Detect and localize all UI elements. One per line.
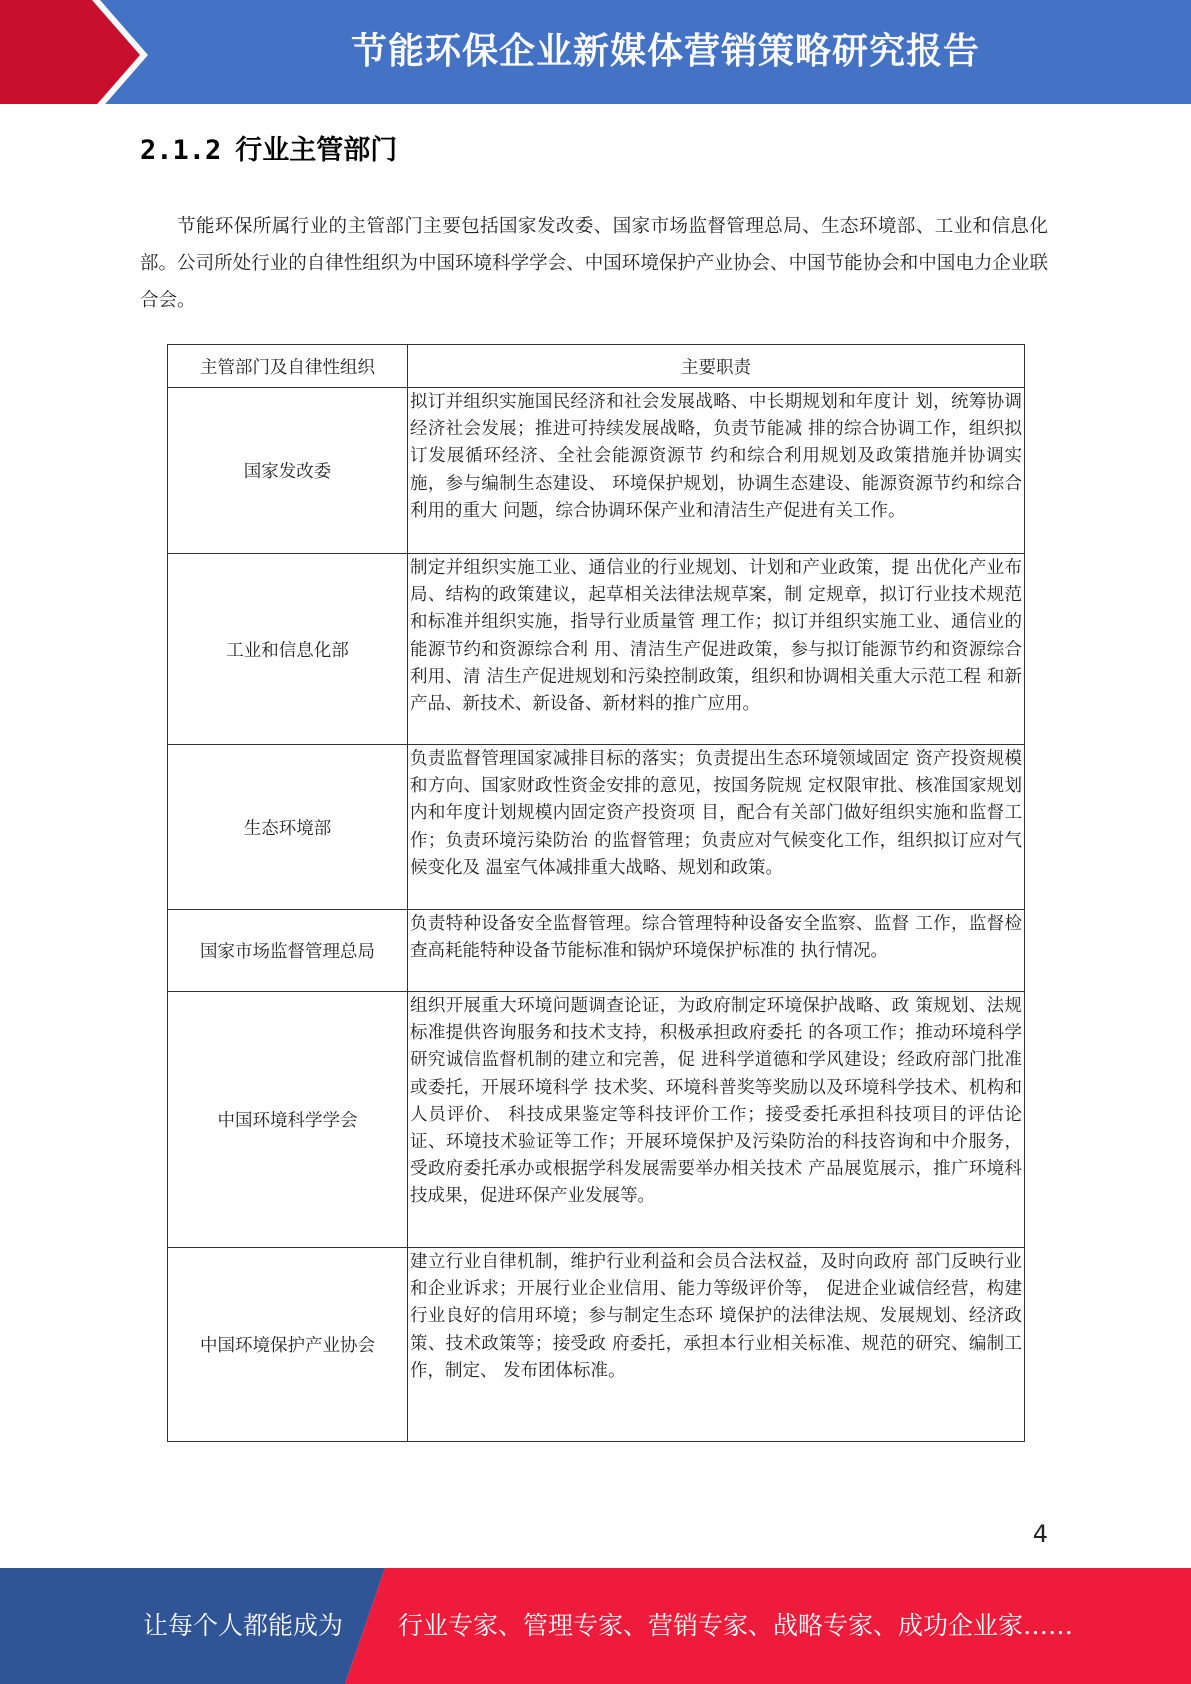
section-number: 2.1.2 [140,135,222,166]
section-heading [140,128,397,167]
org-cell: 国家发改委 [168,388,408,554]
section-title: 行业主管部门 [235,135,398,166]
intro-paragraph: 节能环保所属行业的主管部门主要包括国家发改委、国家市场监督管理总局、生态环境部、工业和信息化部。公司所处行业的自律性组织为中国环境科学学会、中国环境保护产业协会、中国节能协会和中国电力企业联合会。 [140,216,1048,311]
footer-slogan-left: 让每个人都能成为 [143,1611,344,1640]
authority-duties-table [167,344,1025,1442]
page-footer [0,1568,1191,1684]
duty-cell: 负责监督管理国家减排目标的落实；负责提出生态环境领域固定 资产投资规模和方向、国家财政性资金安排的意见，按国务院规 定权限审批、核准国家规划内和年度计划规模内固定资产投资项 目，配合有关部门做好组织实施和监督工作；负责环境污染防治 的监督管理；负责应对气候变化工作，组织拟订应对气候变化及 温室气体减排重大战略、规划和政策。 [408,745,1025,910]
table-row [168,554,1025,745]
table-header-row [168,345,1025,388]
table-row [168,1248,1025,1442]
duty-cell: 制定并组织实施工业、通信业的行业规划、计划和产业政策，提 出优化产业布局、结构的政策建议，起草相关法律法规草案，制 定规章，拟订行业技术规范和标准并组织实施，指导行业质量管 理工作；拟订并组织实施工业、通信业的能源节约和资源综合利 用、清洁生产促进政策，参与拟订能源节约和资源综合利用、清 洁生产促进规划和污染控制政策，组织和协调相关重大示范工程 和新产品、新技术、新设备、新材料的推广应用。 [408,554,1025,745]
org-cell: 生态环境部 [168,745,408,910]
org-cell: 国家市场监督管理总局 [168,910,408,992]
table-row [168,910,1025,992]
column-header-duty: 主要职责 [408,345,1025,388]
table-row [168,992,1025,1248]
column-header-org: 主管部门及自律性组织 [168,345,408,388]
footer-slogan-right: 行业专家、管理专家、营销专家、战略专家、成功企业家…… [398,1611,1074,1640]
duty-cell: 负责特种设备安全监督管理。综合管理特种设备安全监察、监督 工作，监督检查高耗能特种设备节能标准和锅炉环境保护标准的 执行情况。 [408,910,1025,992]
duty-cell: 组织开展重大环境问题调查论证，为政府制定环境保护战略、政 策规划、法规标准提供咨询服务和技术支持，积极承担政府委托 的各项工作；推动环境科学研究诚信监督机制的建立和完善，促 进科学道德和学风建设；经政府部门批准或委托，开展环境科学 技术奖、环境科普奖等奖励以及环境科学技术、机构和人员评价、 科技成果鉴定等科技评价工作；接受委托承担科技项目的评估论 证、环境技术验证等工作；开展环境保护及污染防治的科技咨询和中介服务，受政府委托承办或根据学科发展需要举办相关技术 产品展览展示，推广环境科技成果，促进环保产业发展等。 [408,992,1025,1248]
report-title: 节能环保企业新媒体营销策略研究报告 [350,31,980,72]
org-cell: 中国环境科学学会 [168,992,408,1248]
org-cell: 中国环境保护产业协会 [168,1248,408,1442]
table-row [168,745,1025,910]
page-number: 4 [1032,1520,1048,1548]
duty-cell: 拟订并组织实施国民经济和社会发展战略、中长期规划和年度计 划，统筹协调经济社会发展；推进可持续发展战略，负责节能减 排的综合协调工作，组织拟订发展循环经济、全社会能源资源节 约和综合利用规划及政策措施并协调实施，参与编制生态建设、 环境保护规划，协调生态建设、能源资源节约和综合利用的重大 问题，综合协调环保产业和清洁生产促进有关工作。 [408,388,1025,554]
page-header [0,0,1191,110]
table-row [168,388,1025,554]
org-cell: 工业和信息化部 [168,554,408,745]
duty-cell: 建立行业自律机制，维护行业利益和会员合法权益，及时向政府 部门反映行业和企业诉求；开展行业企业信用、能力等级评价等， 促进企业诚信经营，构建行业良好的信用环境；参与制定生态环 境保护的法律法规、发展规划、经济政策、技术政策等；接受政 府委托，承担本行业相关标准、规范的研究、编制工作，制定、 发布团体标准。 [408,1248,1025,1442]
